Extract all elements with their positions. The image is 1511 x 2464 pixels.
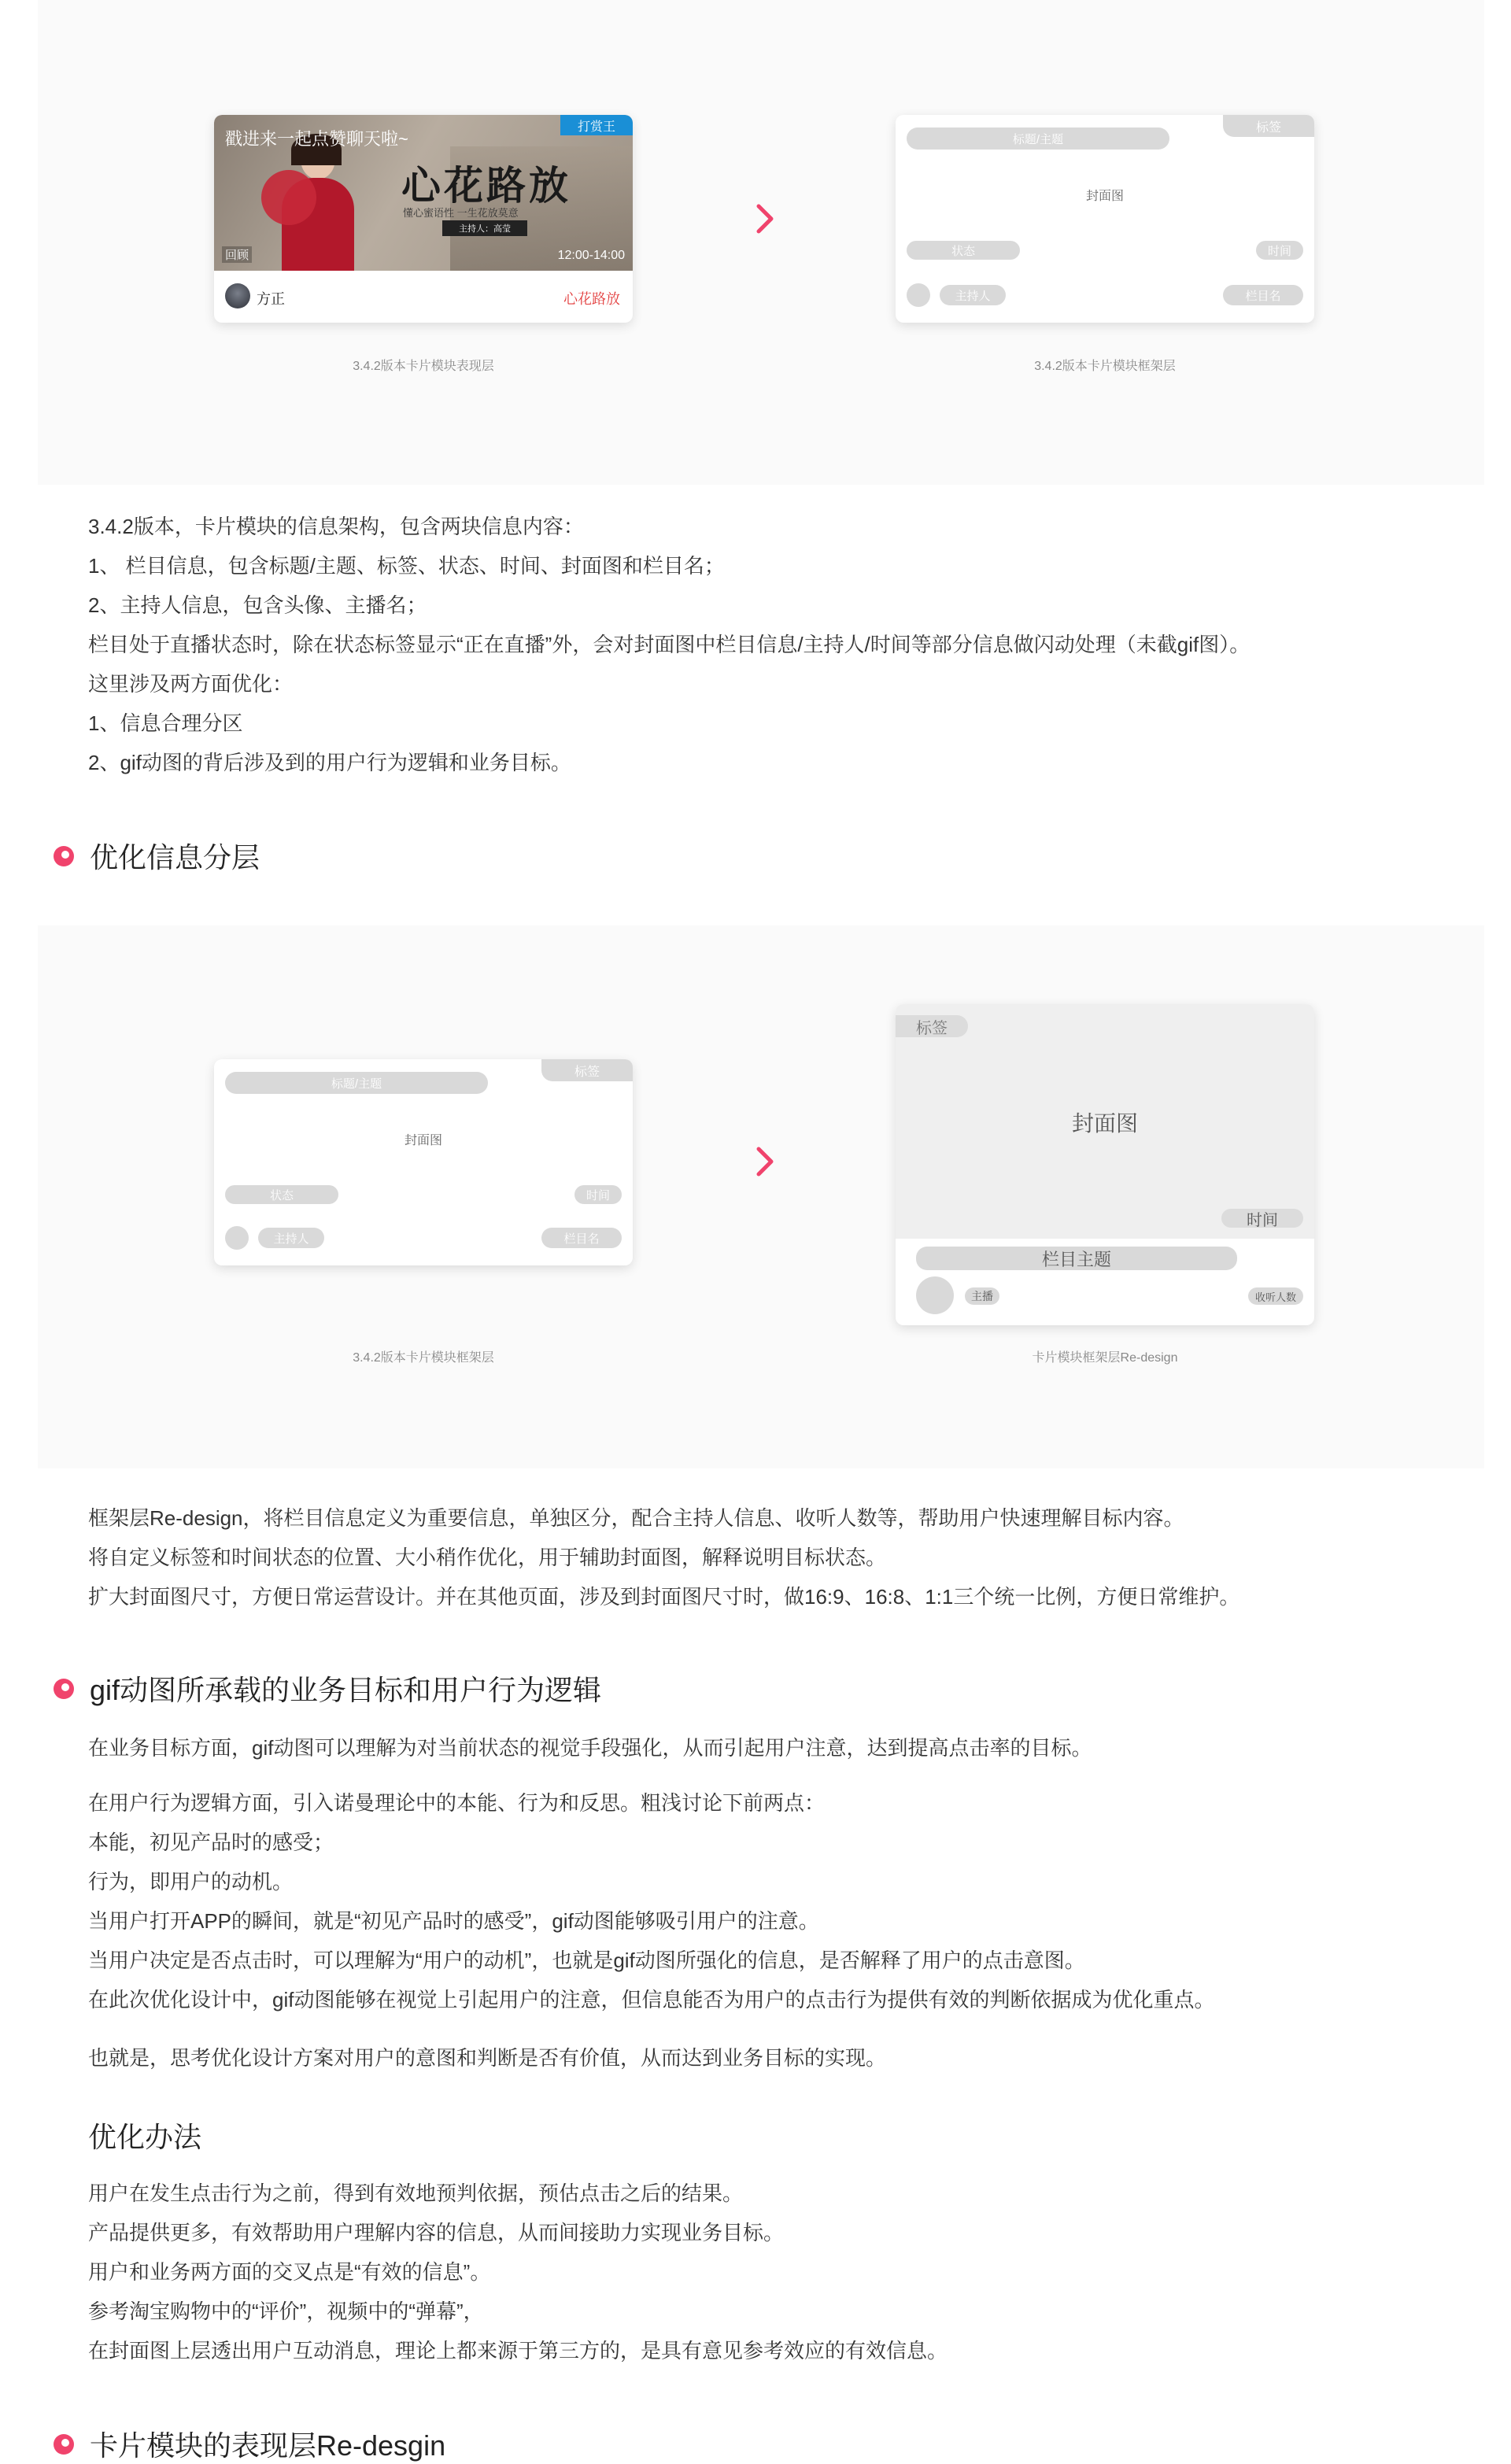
method-paragraph [88,2174,948,2370]
column-topic-placeholder: 栏目主题 [916,1247,1237,1270]
time-placeholder: 时间 [574,1185,622,1204]
title-topic-placeholder: 标题/主题 [907,127,1169,150]
section-title: 优化信息分层 [90,841,260,874]
cover-woman-figure [269,131,364,271]
intro-line: 这里涉及两方面优化： [88,672,294,696]
card-cover-image [214,115,633,271]
text-line: 行为，即用户的动机。 [88,1870,294,1893]
redesign-line: 扩大封面图尺寸，方便日常运营设计。并在其他页面，涉及到封面图尺寸时，做16:9、16:8、1:1三个统一比例，方便日常维护。 [88,1585,1240,1609]
figure2-caption-left: 3.4.2版本卡片模块框架层 [353,1351,494,1365]
intro-line: 1、信息合理分区 [88,711,243,735]
column-name: 心花路放 [563,291,620,307]
time-placeholder: 时间 [1221,1209,1303,1228]
text-line: 参考淘宝购物中的“评价”，视频中的“弹幕”， [88,2300,484,2323]
cover-banner-text: 戳进来一起点赞聊天啦~ [225,129,408,149]
cover-show-title: 心花路放 [401,162,571,209]
conclusion-paragraph [88,2038,886,2078]
cover-placeholder-label: 封面图 [1085,190,1124,203]
listeners-placeholder: 收听人数 [1248,1287,1303,1305]
tag-placeholder: 标签 [896,1015,968,1037]
avatar-placeholder [225,1226,249,1250]
figure2-caption-right: 卡片模块框架层Re-design [1032,1351,1178,1365]
text-line: 在用户行为逻辑方面，引入诺曼理论中的本能、行为和反思。粗浅讨论下前两点： [88,1791,826,1815]
text-line: 本能，初见产品时的感受； [88,1830,334,1854]
pink-bullet-icon [50,2431,77,2458]
intro-line: 栏目处于直播状态时，除在状态标签显示“正在直播”外，会对封面图中栏目信息/主持人/时间等部分信息做闪动处理（未截gif图）。 [88,633,1251,656]
tag-placeholder: 标签 [1223,115,1314,137]
host-placeholder: 主持人 [940,285,1006,305]
chevron-right-icon [748,1144,782,1179]
section-heading-info-layering [50,836,260,876]
text-line: 当用户打开APP的瞬间，就是“初见产品时的感受”，gif动图能够吸引用户的注意。 [88,1909,819,1933]
figure1-caption-right: 3.4.2版本卡片模块框架层 [1034,360,1176,373]
reward-tag: 打赏王 [560,115,633,135]
cover-time: 12:00-14:00 [557,249,625,262]
section-title: gif动图所承载的业务目标和用户行为逻辑 [90,1674,602,1706]
text-line: 当用户决定是否点击时，可以理解为“用户的动机”，也就是gif动图所强化的信息，是否解释了用户的点击意图。 [88,1949,1085,1972]
text-line: 产品提供更多，有效帮助用户理解内容的信息，从而间接助力实现业务目标。 [88,2221,785,2244]
status-placeholder: 状态 [907,241,1020,260]
column-placeholder: 栏目名 [1223,285,1303,305]
text-line: 在业务目标方面，gif动图可以理解为对当前状态的视觉手段强化，从而引起用户注意，达到提高点击率的目标。 [88,1736,1092,1760]
cover-placeholder-label: 封面图 [1071,1111,1138,1136]
text-line: 也就是，思考优化设计方案对用户的意图和判断是否有价值，从而达到业务目标的实现。 [88,2046,887,2070]
intro-line: 1、 栏目信息，包含标题/主题、标签、状态、时间、封面图和栏目名； [88,554,725,578]
text-line: 用户和业务两方面的交叉点是“有效的信息”。 [88,2260,491,2284]
column-placeholder: 栏目名 [541,1228,622,1248]
redesign-line: 将自定义标签和时间状态的位置、大小稍作优化，用于辅助封面图，解释说明目标状态。 [88,1546,887,1569]
intro-line: 3.4.2版本，卡片模块的信息架构，包含两块信息内容： [88,515,584,538]
host-placeholder: 主持人 [258,1228,324,1248]
section-heading-gif-logic [50,1668,601,1709]
pink-bullet-icon [50,1675,77,1702]
card-framework-wireframe[interactable] [896,115,1314,323]
intro-paragraph [88,507,1250,782]
cover-slogan: 懂心蜜语性 一生花放莫意 [403,207,519,219]
card-presentation-sample[interactable] [214,115,633,323]
intro-line: 2、主持人信息，包含头像、主播名； [88,593,427,617]
section-title: 卡片模块的表现层Re-desgin [90,2429,446,2462]
text-line: 在此次优化设计中，gif动图能够在视觉上引起用户的注意，但信息能否为用户的点击行为提供有效的判断依据成为优化重点。 [88,1988,1215,2011]
redesign-line: 框架层Re-design，将栏目信息定义为重要信息，单独区分，配合主持人信息、收听人数等，帮助用户快速理解目标内容。 [88,1506,1184,1530]
anchor-placeholder: 主播 [965,1287,999,1305]
tag-placeholder: 标签 [541,1059,633,1081]
text-line: 用户在发生点击行为之前，得到有效地预判依据，预估点击之后的结果。 [88,2181,744,2205]
user-behavior-paragraph [88,1783,1214,2019]
time-placeholder: 时间 [1256,241,1303,260]
host-name: 方正 [257,291,285,307]
card-framework-redesign[interactable] [896,1004,1314,1325]
avatar-placeholder [907,283,930,307]
text-line: 在封面图上层透出用户互动消息，理论上都来源于第三方的，是具有意见参考效应的有效信息。 [88,2339,948,2362]
replay-tag: 回顾 [222,246,252,263]
host-avatar [225,283,250,308]
cover-placeholder-label: 封面图 [404,1134,442,1147]
figure1-panel [38,0,1484,485]
figure2-panel [38,925,1484,1468]
section-heading-presentation-redesign [50,2424,445,2464]
pink-bullet-icon [50,843,77,870]
subsection-heading-method: 优化办法 [88,2121,202,2153]
title-topic-placeholder: 标题/主题 [225,1072,488,1094]
intro-line: 2、gif动图的背后涉及到的用户行为逻辑和业务目标。 [88,751,571,774]
business-goal-paragraph [88,1728,1092,1768]
figure1-caption-left: 3.4.2版本卡片模块表现层 [353,360,494,373]
avatar-placeholder [916,1276,954,1314]
chevron-right-icon [748,201,782,236]
card-framework-old[interactable] [214,1059,633,1265]
status-placeholder: 状态 [225,1185,338,1204]
redesign-paragraph [88,1498,1239,1616]
cover-host-badge: 主持人：高莹 [442,220,527,236]
